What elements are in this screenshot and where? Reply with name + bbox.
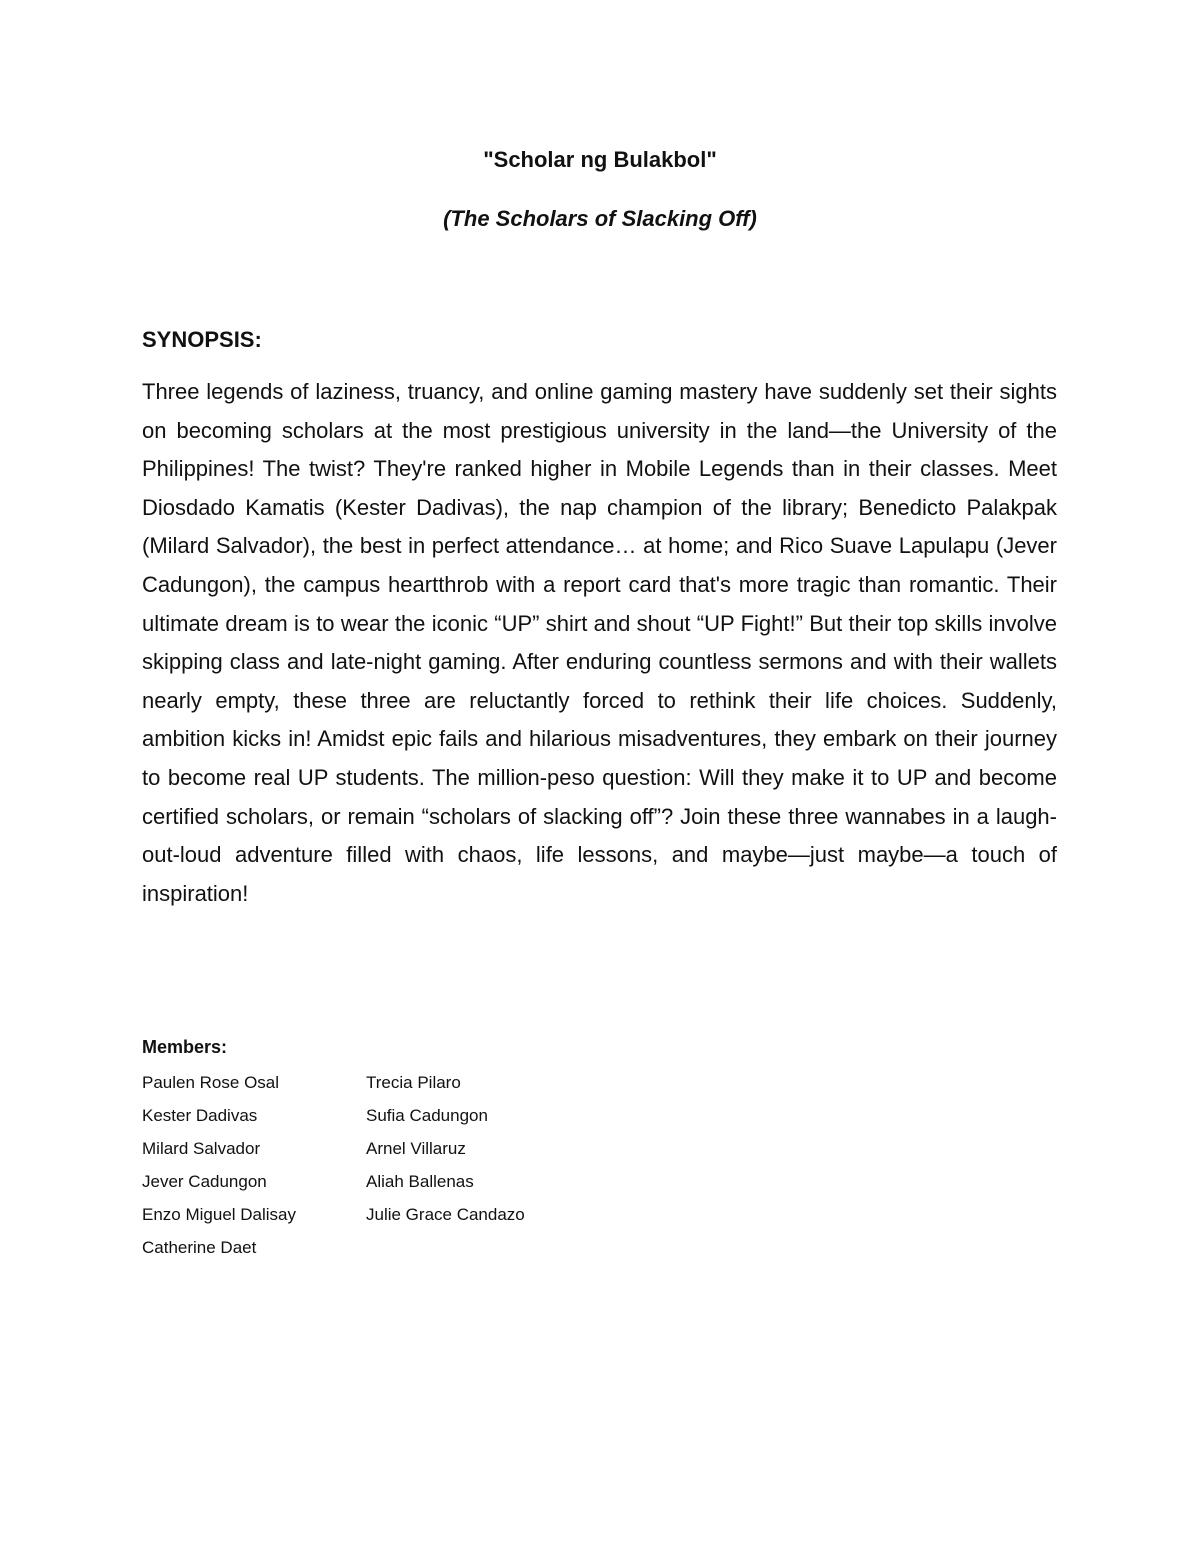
synopsis-paragraph: Three legends of laziness, truancy, and online gaming mastery have suddenly set their sights on becoming scholars at the most prestigious university in the land—the University of the Philippines! The twist? They're ranked higher in Mobile Legends than in their classes. Meet Diosdado Kamatis (Kester Dadivas), the nap champion of the library; Benedicto Palakpak (Milard Salvador), the best in perfect attendance… at home; and Rico Suave Lapulapu (Jever Cadungon), the campus heartthrob with a report card that's more tragic than romantic. Their ultimate dream is to wear the iconic “UP” shirt and shout “UP Fight!” But their top skills involve skipping class and late-night gaming. After enduring countless sermons and with their wallets nearly empty, these three are reluctantly forced to rethink their life choices. Suddenly, ambition kicks in! Amidst epic fails and hilarious misadventures, they embark on their journey to become real UP students. The million-peso question: Will they make it to UP and become certified scholars, or remain “scholars of slacking off”? Join these three wannabes in a laugh-out-loud adventure filled with chaos, life lessons, and maybe—just maybe—a touch of inspiration!	[142, 379, 1057, 906]
members-heading: Members:	[142, 1037, 228, 1057]
members-row	[142, 1165, 525, 1198]
member-name: Milard Salvador	[142, 1139, 261, 1158]
member-name: Sufia Cadungon	[366, 1106, 488, 1125]
members-row	[142, 1198, 525, 1231]
members-row	[142, 1132, 525, 1165]
member-name: Kester Dadivas	[142, 1106, 258, 1125]
document-title: "Scholar ng Bulakbol"	[483, 147, 717, 172]
member-name: Arnel Villaruz	[366, 1139, 466, 1158]
member-name: Trecia Pilaro	[366, 1073, 461, 1092]
member-name: Jever Cadungon	[142, 1172, 267, 1191]
member-name: Paulen Rose Osal	[142, 1073, 280, 1092]
member-name: Julie Grace Candazo	[366, 1205, 525, 1224]
member-name: Aliah Ballenas	[366, 1172, 474, 1191]
members-row	[142, 1066, 525, 1099]
members-list	[142, 1066, 525, 1264]
member-name: Catherine Daet	[142, 1238, 257, 1257]
members-row	[142, 1099, 525, 1132]
synopsis-heading: SYNOPSIS:	[142, 327, 262, 352]
member-name: Enzo Miguel Dalisay	[142, 1205, 297, 1224]
members-row	[142, 1231, 525, 1264]
document-subtitle: (The Scholars of Slacking Off)	[443, 206, 757, 231]
